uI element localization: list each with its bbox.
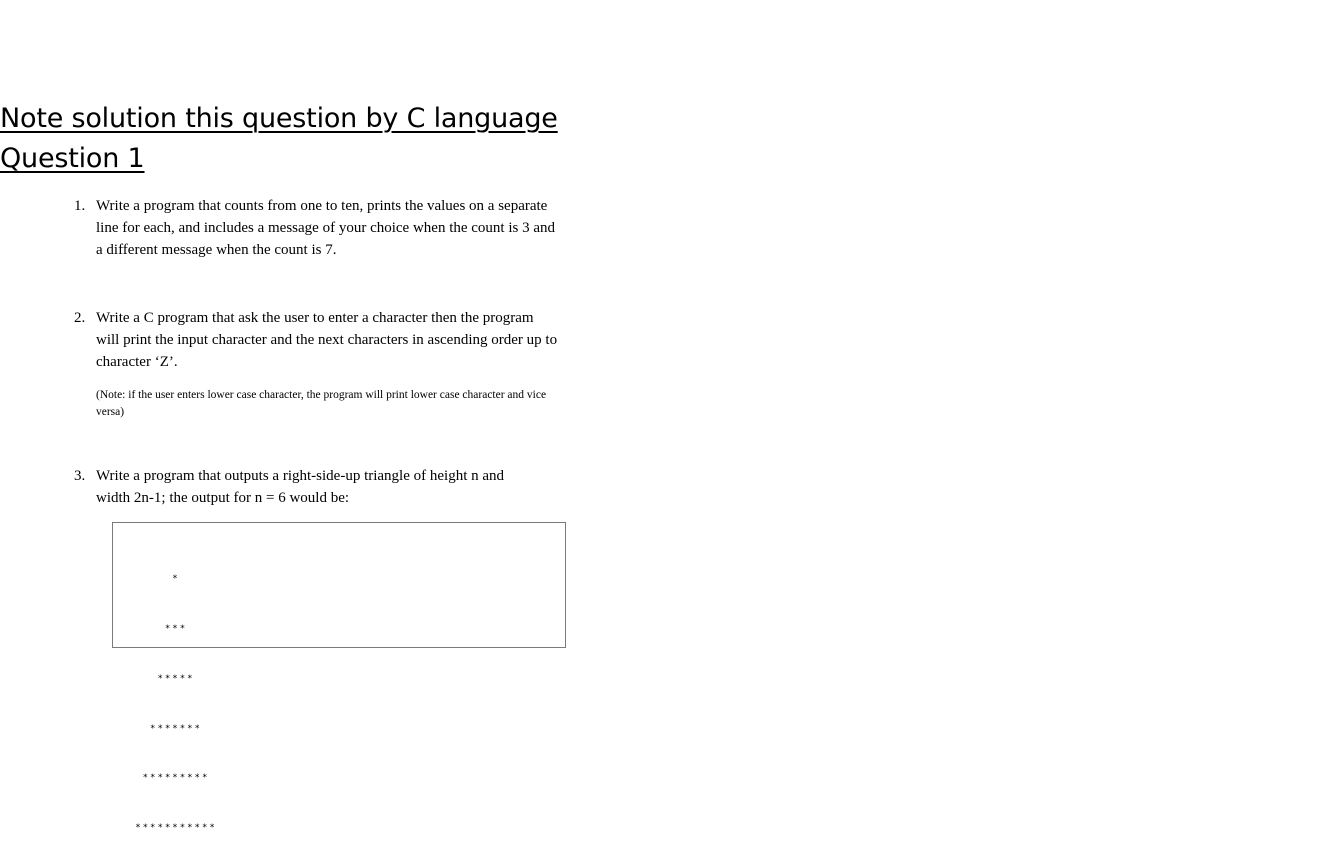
question-number: 3. bbox=[74, 468, 86, 484]
question-line: character ‘Z’. bbox=[96, 354, 178, 370]
question-text bbox=[96, 465, 616, 509]
triangle-row: *** bbox=[164, 623, 188, 634]
question-heading: Question 1 bbox=[0, 143, 145, 174]
question-line: a different message when the count is 7. bbox=[96, 242, 337, 258]
question-line: will print the input character and the next characters in ascending order up to bbox=[96, 332, 558, 348]
question-2-note bbox=[96, 387, 616, 421]
triangle-row: ***** bbox=[157, 673, 195, 684]
question-line: Write a program that counts from one to ten, prints the values on a separate bbox=[96, 198, 548, 214]
triangle-row: ********* bbox=[142, 773, 210, 784]
question-line: Write a program that outputs a right-side-up triangle of height n and bbox=[96, 468, 505, 484]
triangle-row: * bbox=[172, 574, 180, 585]
question-line: Write a C program that ask the user to enter a character then the program bbox=[96, 310, 534, 326]
note-line: versa) bbox=[96, 406, 125, 418]
question-number: 2. bbox=[74, 310, 86, 326]
question-number: 1. bbox=[74, 198, 86, 214]
question-line: line for each, and includes a message of your choice when the count is 3 and bbox=[96, 220, 556, 236]
triangle-row: *********** bbox=[135, 823, 217, 834]
note-line: (Note: if the user enters lower case character, the program will print lower case character and vice bbox=[96, 389, 547, 401]
question-text bbox=[96, 195, 616, 261]
question-line: width 2n-1; the output for n = 6 would be: bbox=[96, 490, 350, 506]
sample-output-box bbox=[112, 522, 566, 834]
question-text bbox=[96, 307, 616, 373]
triangle-output bbox=[113, 538, 239, 842]
document-title: Note solution this question by C language bbox=[0, 103, 558, 134]
triangle-row: ******* bbox=[150, 723, 202, 734]
